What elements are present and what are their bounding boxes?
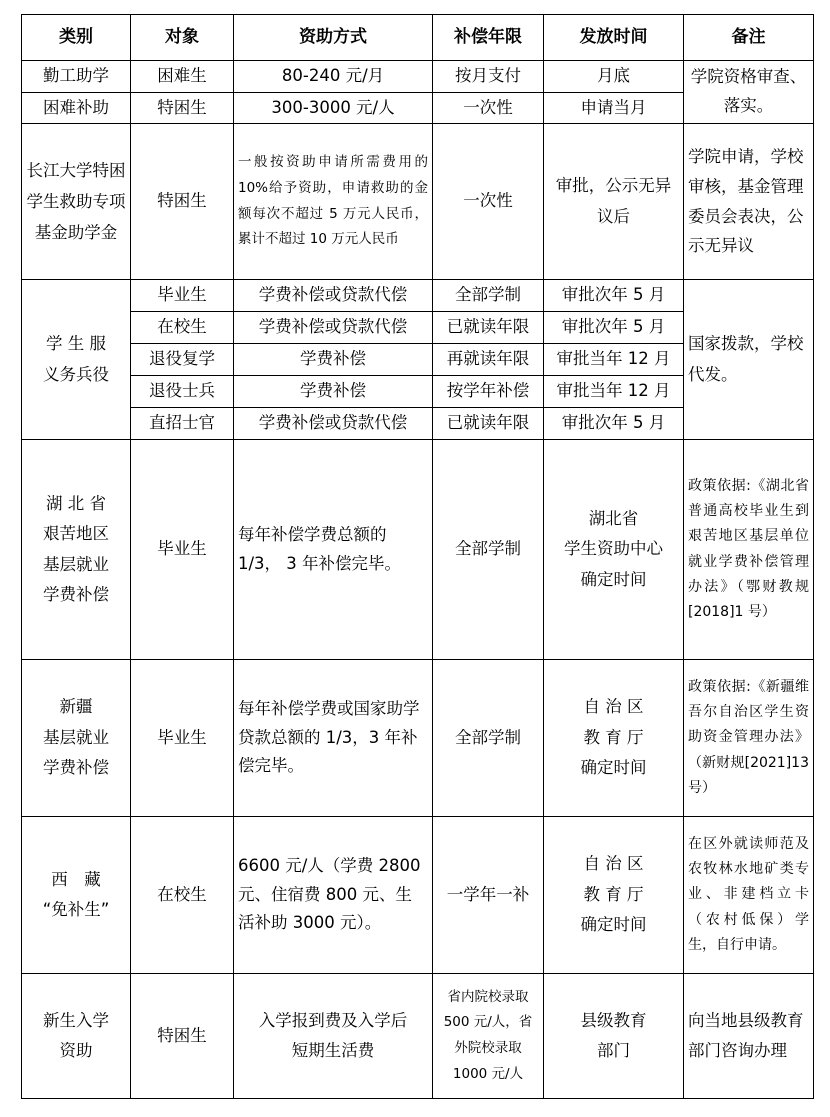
table-row-hubei — [22, 440, 814, 660]
table-row-yangtze-fund — [22, 124, 814, 280]
cell-remark: 在区外就读师范及农牧林水地矿类专业、非建档立卡（农村低保）学生，自行申请。 — [684, 817, 814, 974]
cell-method: 入学报到费及入学后 短期生活费 — [234, 974, 433, 1099]
cell-category: 新疆 基层就业 学费补偿 — [22, 660, 131, 817]
cell-period: 再就读年限 — [433, 344, 544, 376]
aid-policy-table — [21, 14, 814, 1099]
cell-time: 月底 — [544, 61, 684, 93]
cell-time: 审批次年 5 月 — [544, 312, 684, 344]
cell-method: 300-3000 元/人 — [234, 92, 433, 124]
header-time: 发放时间 — [544, 15, 684, 61]
cell-target: 在校生 — [131, 312, 234, 344]
cell-method: 学费补偿 — [234, 344, 433, 376]
cell-category: 长江大学特困学生救助专项基金助学金 — [22, 124, 131, 280]
cell-target: 特困生 — [131, 124, 234, 280]
cell-method: 每年补偿学费总额的 1/3， 3 年补偿完毕。 — [234, 440, 433, 660]
header-row — [22, 15, 814, 61]
cell-target: 困难生 — [131, 61, 234, 93]
cell-time: 审批，公示无异议后 — [544, 124, 684, 280]
cell-time: 审批次年 5 月 — [544, 408, 684, 440]
cell-target: 在校生 — [131, 817, 234, 974]
cell-time: 申请当月 — [544, 92, 684, 124]
cell-remark-shared: 学院资格审查、落实。 — [684, 61, 814, 124]
cell-period: 一次性 — [433, 92, 544, 124]
cell-method: 每年补偿学费或国家助学贷款总额的 1/3，3 年补偿完毕。 — [234, 660, 433, 817]
cell-category: 新生入学 资助 — [22, 974, 131, 1099]
cell-time: 自 治 区 教 育 厅 确定时间 — [544, 817, 684, 974]
cell-period: 按学年补偿 — [433, 376, 544, 408]
cell-method: 80-240 元/月 — [234, 61, 433, 93]
cell-target: 毕业生 — [131, 440, 234, 660]
cell-period: 全部学制 — [433, 280, 544, 312]
cell-remark: 向当地县级教育部门咨询办理 — [684, 974, 814, 1099]
cell-time: 审批次年 5 月 — [544, 280, 684, 312]
cell-target: 退役士兵 — [131, 376, 234, 408]
table-row-military-1 — [22, 280, 814, 312]
cell-method: 学费补偿或贷款代偿 — [234, 280, 433, 312]
cell-target: 特困生 — [131, 92, 234, 124]
table-row-xinjiang — [22, 660, 814, 817]
cell-method: 学费补偿或贷款代偿 — [234, 312, 433, 344]
cell-target: 退役复学 — [131, 344, 234, 376]
header-target: 对象 — [131, 15, 234, 61]
cell-time: 县级教育 部门 — [544, 974, 684, 1099]
cell-period: 已就读年限 — [433, 312, 544, 344]
cell-time: 审批当年 12 月 — [544, 376, 684, 408]
cell-period: 全部学制 — [433, 660, 544, 817]
cell-remark: 学院申请，学校审核，基金管理委员会表决，公示无异议 — [684, 124, 814, 280]
cell-category: 湖 北 省 艰苦地区 基层就业 学费补偿 — [22, 440, 131, 660]
cell-period: 一次性 — [433, 124, 544, 280]
cell-category: 勤工助学 — [22, 61, 131, 93]
header-method: 资助方式 — [234, 15, 433, 61]
cell-method: 6600 元/人（学费 2800 元、住宿费 800 元、生活补助 3000 元）。 — [234, 817, 433, 974]
cell-time: 审批当年 12 月 — [544, 344, 684, 376]
cell-target: 毕业生 — [131, 660, 234, 817]
cell-method: 一般按资助申请所需费用的 10%给予资助，申请救助的金额每次不超过 5 万元人民币，累计不超过 10 万元人民币 — [234, 124, 433, 280]
cell-method: 学费补偿 — [234, 376, 433, 408]
cell-period: 省内院校录取 500 元/人，省外院校录取 1000 元/人 — [433, 974, 544, 1099]
cell-target: 毕业生 — [131, 280, 234, 312]
cell-category: 西 藏 “免补生” — [22, 817, 131, 974]
cell-period: 全部学制 — [433, 440, 544, 660]
cell-remark: 政策依据:《湖北省普通高校毕业生到艰苦地区基层单位就业学费补偿管理办法》（鄂财教规[2018]1 号） — [684, 440, 814, 660]
cell-period: 按月支付 — [433, 61, 544, 93]
cell-period: 已就读年限 — [433, 408, 544, 440]
header-category: 类别 — [22, 15, 131, 61]
cell-time: 自 治 区 教 育 厅 确定时间 — [544, 660, 684, 817]
cell-method: 学费补偿或贷款代偿 — [234, 408, 433, 440]
cell-remark: 国家拨款，学校代发。 — [684, 280, 814, 440]
table-row-freshman — [22, 974, 814, 1099]
table-row-tibet — [22, 817, 814, 974]
cell-target: 特困生 — [131, 974, 234, 1099]
cell-time: 湖北省 学生资助中心 确定时间 — [544, 440, 684, 660]
header-remark: 备注 — [684, 15, 814, 61]
table-row-work-study — [22, 61, 814, 93]
header-period: 补偿年限 — [433, 15, 544, 61]
cell-period: 一学年一补 — [433, 817, 544, 974]
cell-target: 直招士官 — [131, 408, 234, 440]
cell-category: 困难补助 — [22, 92, 131, 124]
cell-category: 学 生 服 义务兵役 — [22, 280, 131, 440]
cell-remark: 政策依据:《新疆维吾尔自治区学生资助资金管理办法》（新财规[2021]13 号） — [684, 660, 814, 817]
